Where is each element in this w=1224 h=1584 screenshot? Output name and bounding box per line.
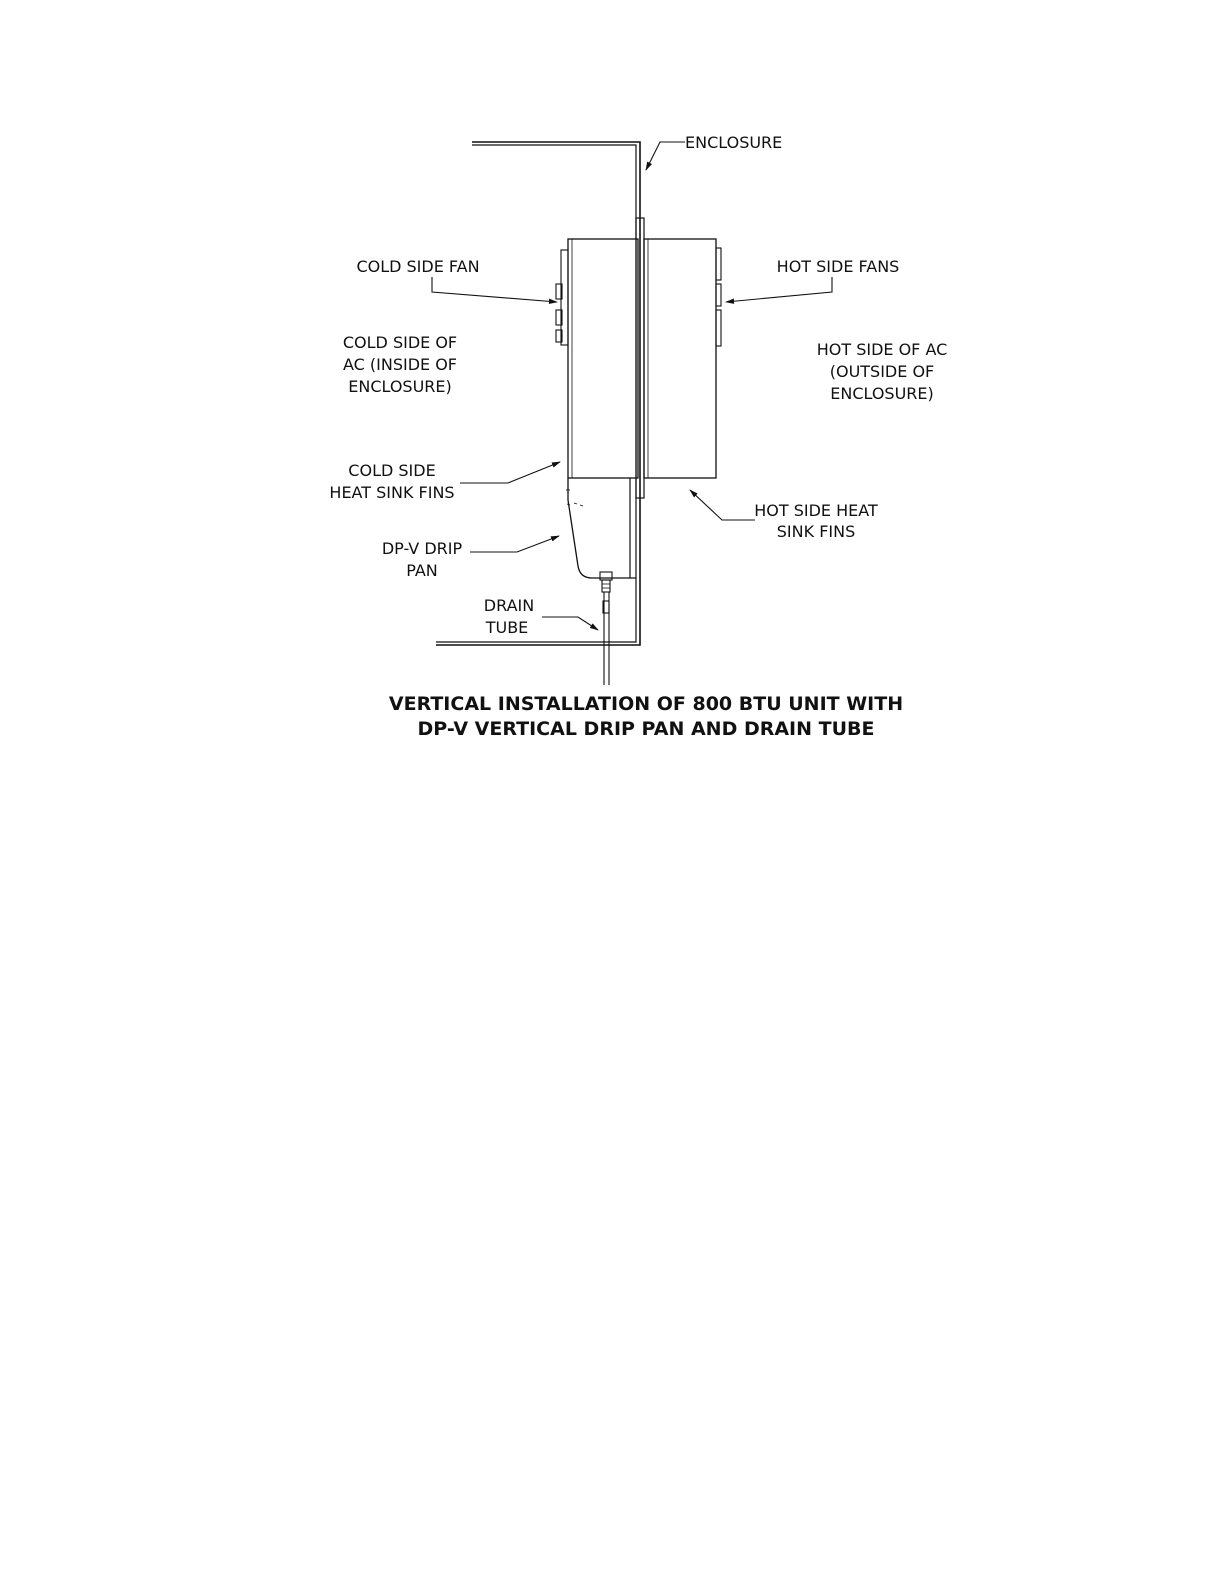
caption-line: DP-V VERTICAL DRIP PAN AND DRAIN TUBE — [417, 718, 875, 740]
cold-side-fan — [556, 250, 568, 345]
label-line: SINK FINS — [776, 522, 856, 541]
cold-side-unit-body — [568, 239, 638, 478]
label-line: ENCLOSURE) — [830, 384, 934, 403]
cold-side-fan-label: COLD SIDE FAN — [356, 257, 480, 276]
label-line: DRAIN — [483, 596, 535, 615]
enclosure-wall — [436, 142, 640, 645]
label-line: HEAT SINK FINS — [329, 483, 455, 502]
drip-pan-label — [382, 539, 463, 580]
drain-tube — [600, 572, 612, 685]
label-line: PAN — [406, 561, 438, 580]
hot-side-of-ac-label — [817, 340, 948, 403]
label-line: DP-V DRIP — [381, 539, 463, 558]
caption-line: VERTICAL INSTALLATION OF 800 BTU UNIT WITH — [388, 693, 904, 715]
hot-side-unit-body — [644, 239, 716, 478]
label-line: (OUTSIDE OF — [829, 362, 935, 381]
cold-side-of-ac-label — [343, 333, 457, 396]
drip-pan — [566, 478, 636, 578]
label-line: HOT SIDE HEAT — [754, 501, 878, 520]
cold-side-heat-sink-fins-label — [329, 461, 454, 502]
hot-side-heat-sink-fins-label — [754, 501, 878, 541]
diagram-caption — [389, 693, 903, 740]
label-line: COLD SIDE OF — [342, 333, 458, 352]
hot-side-fans-label: HOT SIDE FANS — [776, 257, 900, 276]
label-line: AC (INSIDE OF — [342, 355, 458, 374]
label-line: ENCLOSURE) — [348, 377, 452, 396]
hot-side-fans — [716, 248, 721, 346]
label-line: COLD SIDE — [348, 461, 436, 480]
drain-tube-label — [484, 596, 534, 637]
label-line: TUBE — [485, 618, 529, 637]
leader-lines — [432, 142, 832, 630]
enclosure-label: ENCLOSURE — [685, 133, 783, 152]
label-line: HOT SIDE OF AC — [816, 340, 948, 359]
